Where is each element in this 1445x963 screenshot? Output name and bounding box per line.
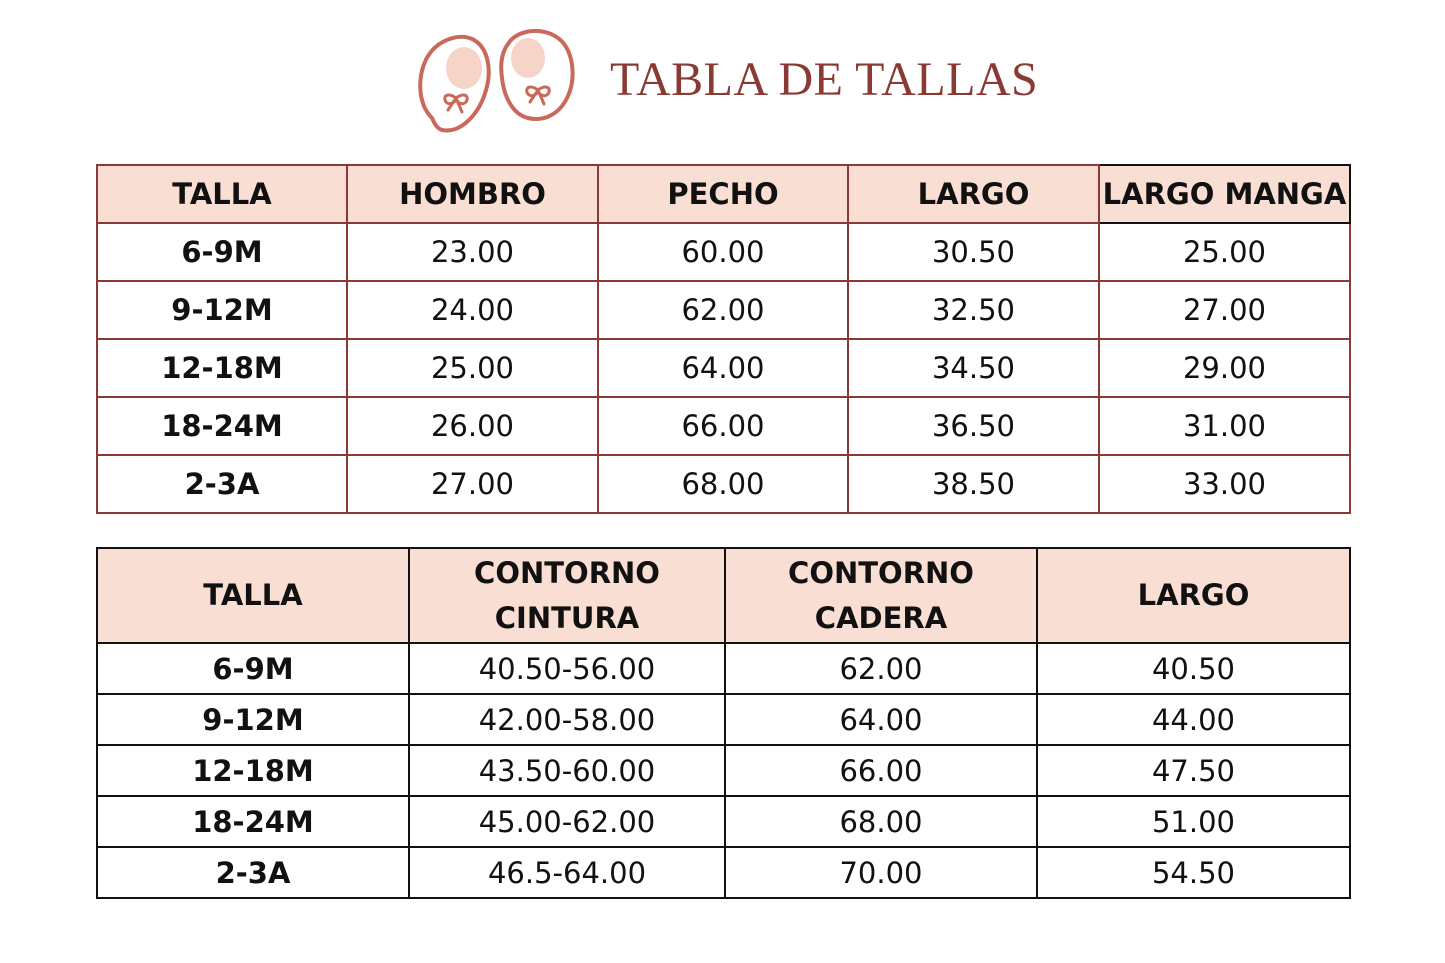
value-cell: 34.50 bbox=[848, 339, 1099, 397]
header-line: CONTORNO bbox=[474, 555, 660, 590]
header-line: CINTURA bbox=[494, 600, 640, 635]
column-header-contorno-cintura bbox=[409, 548, 725, 643]
table-row bbox=[97, 694, 1350, 745]
value-cell: 46.5-64.00 bbox=[409, 847, 725, 898]
table-row bbox=[97, 397, 1350, 455]
value-cell: 66.00 bbox=[725, 745, 1037, 796]
size-cell: 9-12M bbox=[97, 281, 347, 339]
value-cell: 25.00 bbox=[347, 339, 598, 397]
header-line: CADERA bbox=[814, 600, 948, 635]
table-row bbox=[97, 223, 1350, 281]
value-cell: 25.00 bbox=[1099, 223, 1350, 281]
value-cell: 33.00 bbox=[1099, 455, 1350, 513]
table-row bbox=[97, 847, 1350, 898]
table-row bbox=[97, 281, 1350, 339]
value-cell: 62.00 bbox=[725, 643, 1037, 694]
size-table-bottom bbox=[96, 547, 1351, 899]
page-title: TABLA DE TALLAS bbox=[610, 53, 1039, 106]
value-cell: 70.00 bbox=[725, 847, 1037, 898]
table-row bbox=[97, 339, 1350, 397]
value-cell: 68.00 bbox=[725, 796, 1037, 847]
header-line: LARGO bbox=[1137, 578, 1250, 612]
size-cell: 18-24M bbox=[97, 397, 347, 455]
value-cell: 43.50-60.00 bbox=[409, 745, 725, 796]
column-header-talla bbox=[97, 548, 409, 643]
size-cell: 12-18M bbox=[97, 745, 409, 796]
column-header-contorno-cadera bbox=[725, 548, 1037, 643]
size-cell: 6-9M bbox=[97, 643, 409, 694]
value-cell: 24.00 bbox=[347, 281, 598, 339]
table-row bbox=[97, 455, 1350, 513]
size-table-top bbox=[96, 164, 1351, 514]
value-cell: 26.00 bbox=[347, 397, 598, 455]
value-cell: 40.50 bbox=[1037, 643, 1350, 694]
value-cell: 60.00 bbox=[598, 223, 848, 281]
value-cell: 42.00-58.00 bbox=[409, 694, 725, 745]
value-cell: 51.00 bbox=[1037, 796, 1350, 847]
value-cell: 66.00 bbox=[598, 397, 848, 455]
column-header-largo-manga: LARGO MANGA bbox=[1099, 165, 1350, 223]
value-cell: 64.00 bbox=[725, 694, 1037, 745]
column-header-largo: LARGO bbox=[848, 165, 1099, 223]
value-cell: 40.50-56.00 bbox=[409, 643, 725, 694]
table-row bbox=[97, 643, 1350, 694]
value-cell: 62.00 bbox=[598, 281, 848, 339]
column-header-talla: TALLA bbox=[97, 165, 347, 223]
value-cell: 64.00 bbox=[598, 339, 848, 397]
table-header-row bbox=[97, 165, 1350, 223]
value-cell: 32.50 bbox=[848, 281, 1099, 339]
value-cell: 27.00 bbox=[1099, 281, 1350, 339]
value-cell: 23.00 bbox=[347, 223, 598, 281]
size-cell: 2-3A bbox=[97, 455, 347, 513]
value-cell: 45.00-62.00 bbox=[409, 796, 725, 847]
size-cell: 2-3A bbox=[97, 847, 409, 898]
table-row bbox=[97, 796, 1350, 847]
column-header-largo bbox=[1037, 548, 1350, 643]
size-cell: 6-9M bbox=[97, 223, 347, 281]
column-header-pecho: PECHO bbox=[598, 165, 848, 223]
column-header-hombro: HOMBRO bbox=[347, 165, 598, 223]
size-cell: 18-24M bbox=[97, 796, 409, 847]
value-cell: 29.00 bbox=[1099, 339, 1350, 397]
header-line: TALLA bbox=[203, 578, 303, 612]
baby-shoes-icon bbox=[412, 22, 582, 140]
size-cell: 12-18M bbox=[97, 339, 347, 397]
page-header bbox=[0, 0, 1445, 150]
value-cell: 38.50 bbox=[848, 455, 1099, 513]
value-cell: 27.00 bbox=[347, 455, 598, 513]
table-row bbox=[97, 745, 1350, 796]
value-cell: 54.50 bbox=[1037, 847, 1350, 898]
value-cell: 44.00 bbox=[1037, 694, 1350, 745]
value-cell: 47.50 bbox=[1037, 745, 1350, 796]
table-header-row bbox=[97, 548, 1350, 643]
header-line: CONTORNO bbox=[788, 555, 974, 590]
value-cell: 31.00 bbox=[1099, 397, 1350, 455]
value-cell: 30.50 bbox=[848, 223, 1099, 281]
value-cell: 68.00 bbox=[598, 455, 848, 513]
size-cell: 9-12M bbox=[97, 694, 409, 745]
value-cell: 36.50 bbox=[848, 397, 1099, 455]
